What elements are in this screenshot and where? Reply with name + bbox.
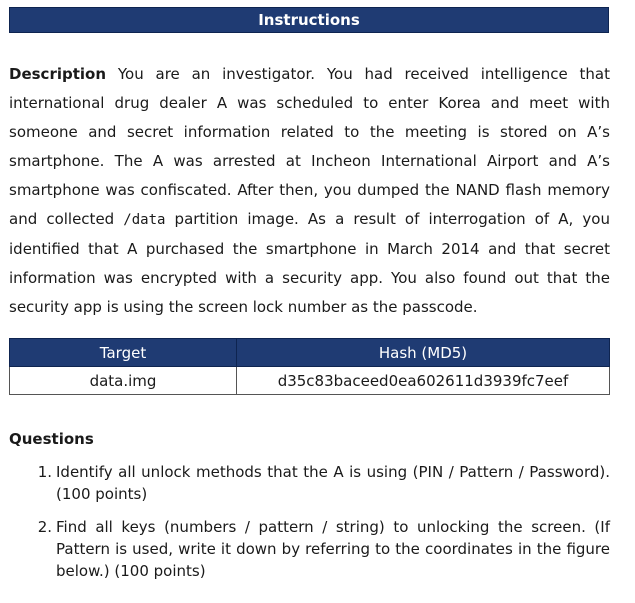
description-text-part2: partition image. As a result of interrogation of A, you identified that A purchased the smartphone in March 2014 and that secret information was encrypted with a security app. You also found out that the security app is using the screen lock number as the passcode. <box>9 210 610 316</box>
description-label: Description <box>9 65 107 83</box>
page-title: Instructions <box>258 11 360 29</box>
questions-heading: Questions <box>9 430 94 448</box>
questions-list <box>9 461 610 593</box>
hash-table <box>9 338 610 395</box>
column-header-hash: Hash (MD5) <box>237 339 610 367</box>
question-item-2 <box>9 516 610 582</box>
question-number: 1. <box>37 463 52 481</box>
data-partition-code: /data <box>123 212 166 228</box>
question-text: Find all keys (numbers / pattern / string) to unlocking the screen. (If Pattern is used, write it down by referring to the coordinates in the figure below.) (100 points) <box>56 518 610 580</box>
hash-table-header-row <box>10 339 610 367</box>
md5-hash-cell: d35c83baceed0ea602611d3939fc7eef <box>237 367 610 395</box>
description-text-part1: You are an investigator. You had received intelligence that international drug dealer A was scheduled to enter Korea and meet with someone and secret information related to the meeting is stored on A’s smartphone. The A was arrested at Incheon International Airport and A’s smartphone was confiscated. After then, you dumped the NAND flash memory and collected <box>9 65 610 228</box>
question-text: Identify all unlock methods that the A is using (PIN / Pattern / Password). (100 points) <box>56 463 610 503</box>
description-paragraph <box>9 60 610 322</box>
target-filename-cell: data.img <box>10 367 237 395</box>
instructions-header <box>9 7 609 33</box>
column-header-target: Target <box>10 339 237 367</box>
table-row <box>10 367 610 395</box>
question-item-1 <box>9 461 610 505</box>
question-number: 2. <box>37 518 52 536</box>
